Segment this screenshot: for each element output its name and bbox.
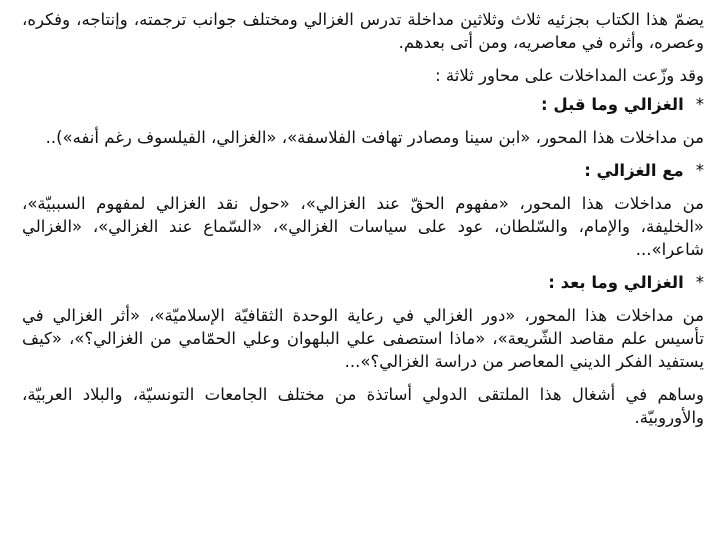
axis-title: مع الغزالي : — [584, 161, 684, 180]
axis-body-after: من مداخلات هذا المحور، «دور الغزالي في رعاية الوحدة الثقافيّة الإسلاميّة»، «أثر الغزالي في تأسيس علم مقاصد الشّريعة»، «ماذا استصفى علي البلهوان وعلي الحمّامي من الغزالي؟»، «كيف يستفيد الفكر الديني المعاصر من دراسة الغزالي؟»... — [22, 306, 704, 371]
asterisk-bullet: * — [695, 273, 704, 292]
asterisk-bullet: * — [695, 161, 704, 180]
axis-heading-with — [22, 159, 704, 182]
axes-intro-paragraph: وقد وزّعت المداخلات على محاور ثلاثة : — [435, 66, 704, 85]
axis-heading-before — [22, 93, 704, 116]
document-page — [22, 8, 704, 439]
axis-title: الغزالي وما قبل : — [541, 95, 684, 114]
closing-paragraph: وساهم في أشغال هذا الملتقى الدولي أساتذة من مختلف الجامعات التونسيّة، والبلاد العربيّة، والأوروبيّة. — [22, 385, 704, 427]
asterisk-bullet: * — [695, 95, 704, 114]
axis-title: الغزالي وما بعد : — [548, 273, 684, 292]
intro-paragraph: يضمّ هذا الكتاب بجزئيه ثلاث وثلاثين مداخلة تدرس الغزالي ومختلف جوانب ترجمته، وإنتاجه، وفكره، وعصره، وأثره في معاصريه، ومن أتى بعدهم. — [22, 10, 704, 52]
axis-heading-after — [22, 271, 704, 294]
axis-body-before: من مداخلات هذا المحور، «ابن سينا ومصادر تهافت الفلاسفة»، «الغزالي، الفيلسوف رغم أنفه»).. — [45, 128, 704, 147]
axis-body-with: من مداخلات هذا المحور، «مفهوم الحقّ عند الغزالي»، «حول نقد الغزالي لمفهوم السببيّة»، «الخليفة، والإمام، والسّلطان، عود على سياسات الغزالي»، «السّماع عند الغزالي»، «الغزالي شاعرا»... — [22, 194, 704, 259]
